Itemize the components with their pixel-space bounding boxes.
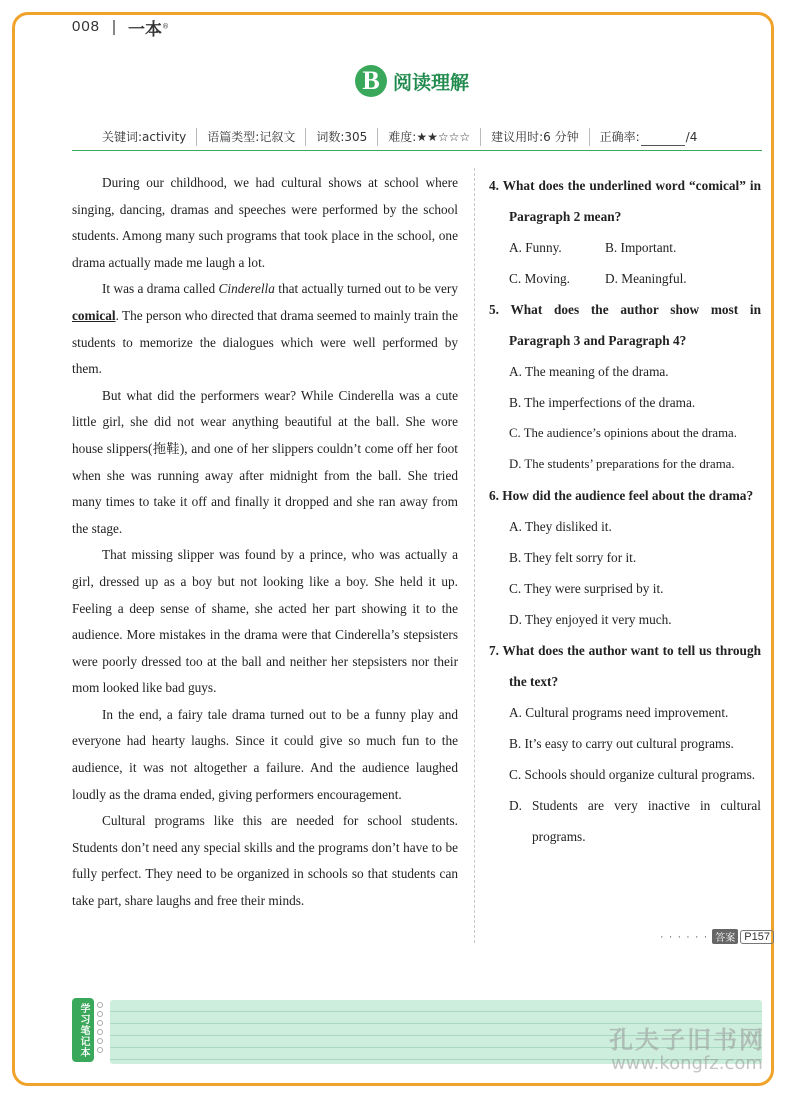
question-stem: 6. How did the audience feel about the drama?	[489, 488, 754, 503]
option-d[interactable]: D. Students are very inactive in cultural programs.	[509, 798, 761, 844]
option-b[interactable]: B. It’s easy to carry out cultural programs.	[509, 736, 734, 751]
option-a[interactable]: A. Funny.	[509, 240, 562, 255]
option-a[interactable]: A. Cultural programs need improvement.	[509, 705, 729, 720]
underlined-word: comical	[72, 307, 116, 323]
option-b[interactable]: B. The imperfections of the drama.	[509, 395, 696, 410]
binder-rings-icon	[97, 1002, 105, 1056]
question-6	[489, 480, 761, 635]
section-badge: B	[355, 65, 387, 97]
notes-tab: 学习笔记本	[72, 998, 94, 1062]
passage-paragraph: During our childhood, we had cultural shows at school where singing, dancing, dramas and speeches were performed by the school students. Among many such programs that took place in the school, one drama actually made me laugh a lot.	[72, 175, 458, 270]
option-c[interactable]: C. The audience’s opinions about the drama.	[509, 426, 737, 440]
header-separator	[113, 20, 115, 35]
question-5	[489, 294, 761, 480]
leader-dots: · · · · · ·	[660, 930, 709, 943]
option-b[interactable]: B. Important.	[605, 240, 677, 255]
passage-paragraph: That missing slipper was found by a prince, who was actually a girl, dressed up as a boy but not looking like a boy. She held it up. Feeling a deep sense of shame, she acted her part showing it to the audience. More mistakes in the drama were that Cinderella’s stepsisters were poorly dressed too at the ball and neither her stepsisters nor their mom looked like bad guys.	[72, 547, 458, 696]
answer-label: 答案	[712, 929, 738, 944]
brand-name: 一本	[128, 20, 162, 40]
suggested-time-info: 建议用时:6 分钟	[481, 128, 590, 146]
option-b[interactable]: B. They felt sorry for it.	[509, 550, 637, 565]
column-divider	[474, 168, 475, 943]
question-list	[489, 170, 761, 852]
accuracy-total: /4	[685, 130, 698, 144]
option-row	[489, 232, 761, 263]
section-title: 阅读理解	[393, 71, 470, 94]
reading-passage	[72, 170, 458, 915]
question-stem: 4. What does the underlined word “comical” in Paragraph 2 mean?	[489, 178, 761, 224]
text-type-info: 语篇类型:记叙文	[197, 128, 306, 146]
option-a[interactable]: A. The meaning of the drama.	[509, 364, 669, 379]
answer-reference[interactable]	[660, 929, 774, 944]
option-d[interactable]: D. Meaningful.	[605, 271, 687, 286]
question-stem: 5. What does the author show most in Paragraph 3 and Paragraph 4?	[489, 302, 761, 348]
option-c[interactable]: C. They were surprised by it.	[509, 581, 664, 596]
passage-paragraph: Cultural programs like this are needed for school students. Students don’t need any special skills and the programs don’t have to be fully perfect. They need to be organized in schools so that students can take part, share laughs and free their minds.	[72, 813, 458, 909]
brand-mark: ®	[162, 22, 169, 31]
passage-paragraph: In the end, a fairy tale drama turned out to be a funny play and everyone had hearty laughs. Since it could give so much fun to the audience, it was not altogether a failure. And the audience laughed loudly as the drama ended, giving performers encouragement.	[72, 706, 458, 802]
question-4	[489, 170, 761, 294]
watermark	[598, 1020, 776, 1074]
brand-logo	[128, 15, 169, 40]
passage-paragraph: It was a drama called Cinderella that actually turned out to be very comical. The person who directed that drama seemed to mainly train the students to memorize the dialogues which were well performed by them.	[72, 281, 458, 377]
option-row	[489, 263, 761, 294]
option-d[interactable]: D. The students’ preparations for the drama.	[509, 457, 735, 471]
title-italic: Cinderella	[218, 281, 275, 297]
watermark-url: www.kongfz.com	[611, 1053, 763, 1074]
section-heading	[355, 64, 469, 98]
passage-paragraph: But what did the performers wear? While Cinderella was a cute little girl, she did not wear anything beautiful at the ball. She wore house slippers(拖鞋), and one of her slippers couldn’t come off her foot when she was running away after midnight from the ball. She tried many times to take it off and finally it dropped and she ran away from the stage.	[72, 387, 458, 536]
keyword-info: 关键词:activity	[72, 128, 197, 146]
option-a[interactable]: A. They disliked it.	[509, 519, 612, 534]
watermark-name: 孔夫子旧书网	[609, 1026, 765, 1054]
question-7	[489, 635, 761, 852]
difficulty-info: 难度:★★☆☆☆	[378, 128, 481, 146]
answer-page: P157	[740, 930, 774, 944]
option-c[interactable]: C. Schools should organize cultural programs.	[509, 767, 756, 782]
option-d[interactable]: D. They enjoyed it very much.	[509, 612, 672, 627]
word-count-info: 词数:305	[306, 128, 378, 146]
question-stem: 7. What does the author want to tell us through the text?	[489, 643, 761, 689]
page-number: 008	[72, 18, 101, 35]
accuracy-info	[590, 128, 708, 146]
option-c[interactable]: C. Moving.	[509, 271, 570, 286]
accuracy-blank[interactable]	[641, 133, 685, 146]
accuracy-label: 正确率:	[599, 130, 640, 144]
info-bar	[72, 124, 762, 151]
